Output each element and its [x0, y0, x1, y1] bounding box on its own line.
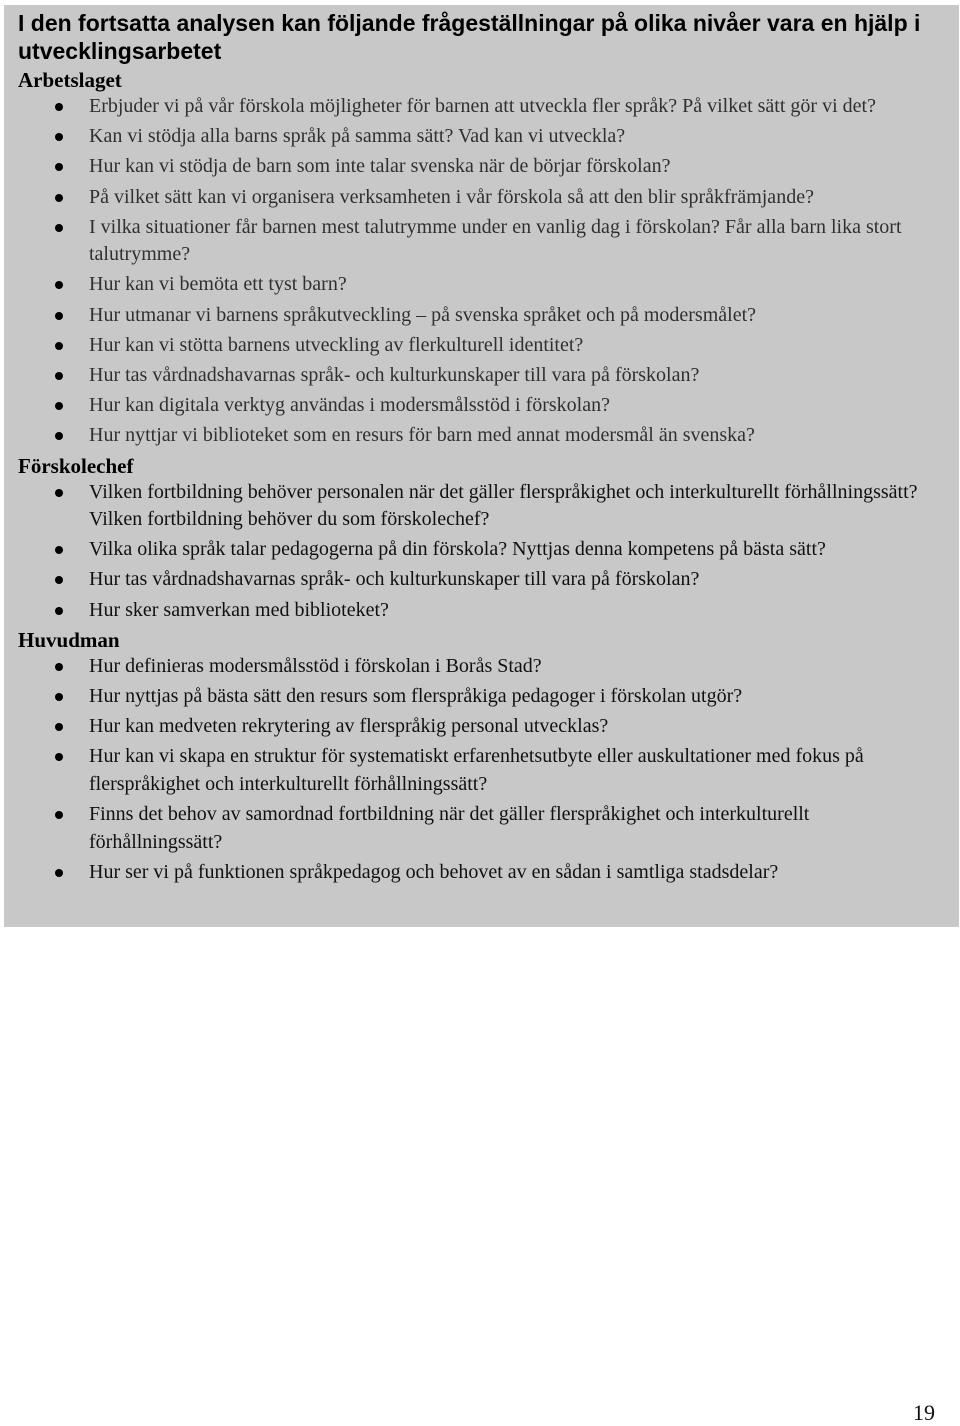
list-item-text: Hur kan vi stödja de barn som inte talar svenska när de börjar förskolan? — [89, 155, 671, 178]
list-item-text: På vilket sätt kan vi organisera verksamheten i vår förskola så att den blir språkfrämjande? — [89, 185, 814, 208]
bullet-icon — [55, 869, 63, 877]
bullet-icon — [55, 546, 63, 554]
list-item — [18, 392, 945, 420]
question-panel — [4, 5, 959, 927]
list-item — [18, 271, 945, 299]
list-item-text: Hur kan vi skapa en struktur för systematiskt erfarenhetsutbyte eller auskultationer med fokus på flerspråkighet och interkulturellt förhållningssätt? — [89, 745, 864, 795]
question-list — [18, 93, 945, 450]
bullet-icon — [55, 163, 63, 171]
bullet-icon — [55, 103, 63, 111]
list-item — [18, 713, 945, 741]
list-item — [18, 123, 945, 151]
list-item — [18, 536, 945, 564]
bullet-icon — [55, 607, 63, 615]
bullet-icon — [55, 489, 63, 497]
bullet-icon — [55, 663, 63, 671]
list-item-text: Hur kan digitala verktyg användas i modersmålsstöd i förskolan? — [89, 394, 610, 417]
question-list — [18, 653, 945, 886]
page-heading: I den fortsatta analysen kan följande frågeställningar på olika nivåer vara en hjälp i utvecklingsarbetet — [18, 10, 921, 64]
section-forskolechef — [18, 453, 945, 625]
bullet-icon — [55, 811, 63, 819]
question-list — [18, 479, 945, 625]
list-item-text: Vilka olika språk talar pedagogerna på din förskola? Nyttjas denna kompetens på bästa sätt? — [89, 538, 826, 561]
list-item-text: Finns det behov av samordnad fortbildning när det gäller flerspråkighet och interkulturellt förhållningssätt? — [89, 803, 810, 853]
list-item-text: Hur kan vi stötta barnens utveckling av flerkulturell identitet? — [89, 333, 584, 356]
list-item-text: Erbjuder vi på vår förskola möjligheter för barnen att utveckla fler språk? På vilket sätt gör vi det? — [89, 95, 876, 117]
section-title: Huvudman — [18, 627, 120, 652]
list-item — [18, 214, 945, 269]
page-number: 19 — [913, 1400, 935, 1425]
bullet-icon — [55, 372, 63, 380]
bullet-icon — [55, 723, 63, 731]
list-item — [18, 566, 945, 594]
list-item-text: Hur nyttjas på bästa sätt den resurs som flerspråkiga pedagoger i förskolan utgör? — [89, 685, 743, 707]
list-item-text: Hur ser vi på funktionen språkpedagog och behovet av en sådan i samtliga stadsdelar? — [89, 860, 779, 883]
bullet-icon — [55, 693, 63, 701]
list-item-text: Hur kan medveten rekrytering av flerspråkig personal utvecklas? — [89, 715, 609, 738]
list-item — [18, 683, 945, 711]
list-item — [18, 597, 945, 625]
list-item-text: Hur nyttjar vi biblioteket som en resurs för barn med annat modersmål än svenska? — [89, 424, 755, 447]
list-item — [18, 362, 945, 390]
list-item — [18, 302, 945, 330]
list-item — [18, 184, 945, 212]
list-item-text: Hur utmanar vi barnens språkutveckling – på svenska språket och på modersmålet? — [89, 303, 757, 326]
section-title: Förskolechef — [18, 453, 134, 478]
list-item-text: Vilken fortbildning behöver personalen när det gäller flerspråkighet och interkulturellt förhållningssätt? Vilken fortbildning behöver du som förskolechef? — [89, 480, 918, 531]
list-item-text: Hur sker samverkan med biblioteket? — [89, 598, 389, 621]
section-huvudman — [18, 627, 945, 886]
list-item-text: Hur kan vi bemöta ett tyst barn? — [89, 273, 347, 296]
list-item-text: Hur tas vårdnadshavarnas språk- och kulturkunskaper till vara på förskolan? — [89, 364, 700, 386]
list-item — [18, 653, 945, 681]
list-item — [18, 859, 945, 887]
bullet-icon — [55, 576, 63, 584]
list-item — [18, 332, 945, 360]
list-item — [18, 153, 945, 181]
bullet-icon — [55, 402, 63, 410]
list-item-text: Hur tas vårdnadshavarnas språk- och kulturkunskaper till vara på förskolan? — [89, 568, 700, 591]
list-item — [18, 479, 945, 534]
list-item — [18, 422, 945, 450]
list-item-text: Kan vi stödja alla barns språk på samma sätt? Vad kan vi utveckla? — [89, 125, 626, 148]
bullet-icon — [55, 224, 63, 232]
section-arbetslaget — [18, 67, 945, 450]
bullet-icon — [55, 753, 63, 761]
bullet-icon — [55, 342, 63, 350]
bullet-icon — [55, 194, 63, 202]
list-item-text: I vilka situationer får barnen mest talutrymme under en vanlig dag i förskolan? Får alla barn lika stort talutrymme? — [89, 215, 902, 266]
list-item — [18, 93, 945, 121]
bullet-icon — [55, 432, 63, 440]
section-title: Arbetslaget — [18, 68, 122, 92]
bullet-icon — [55, 281, 63, 289]
bullet-icon — [55, 312, 63, 320]
list-item — [18, 801, 945, 856]
list-item — [18, 743, 945, 798]
list-item-text: Hur definieras modersmålsstöd i förskolan i Borås Stad? — [89, 654, 542, 677]
bullet-icon — [55, 133, 63, 141]
